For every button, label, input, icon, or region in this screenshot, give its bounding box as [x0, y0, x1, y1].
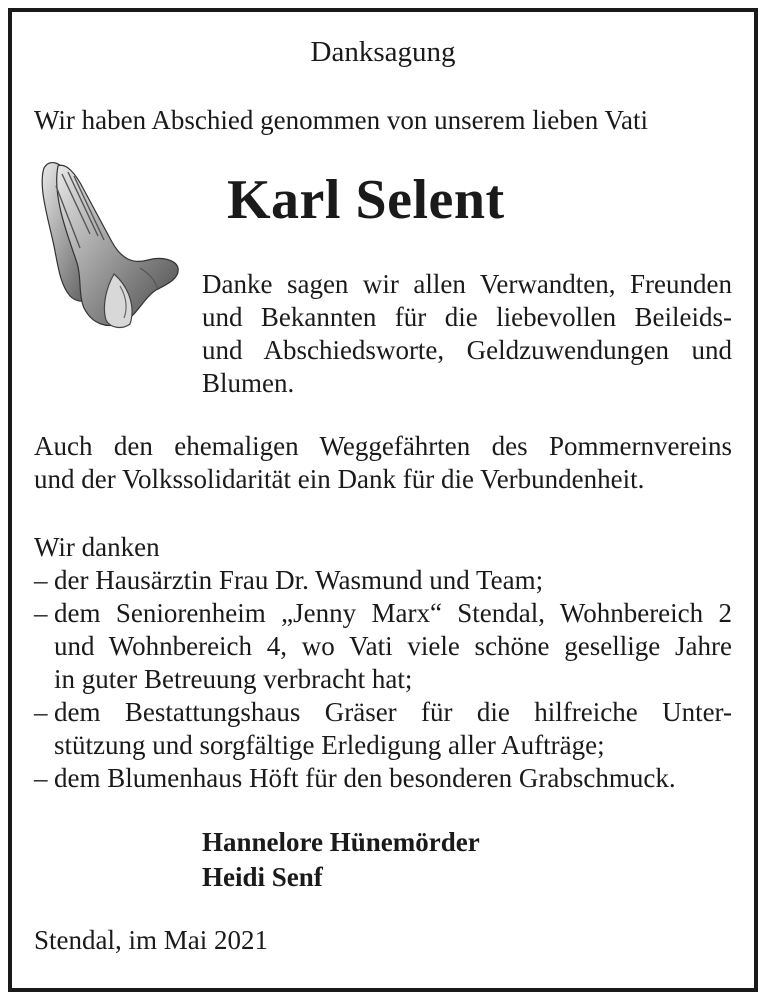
text-line: Blumen.: [202, 368, 295, 398]
list-item-text: in guter Betreuung verbracht hat;: [54, 664, 413, 694]
list-item-text: dem Bestattungshaus Gräser für die hilfreiche Unter-: [54, 697, 732, 727]
deceased-name: Karl Selent: [227, 169, 505, 231]
list-item-text: stützung und sorgfältige Erledigung aller Aufträge;: [54, 730, 605, 760]
text-line: Danke sagen wir allen Verwandten, Freunden: [202, 269, 732, 299]
notice-title: Danksagung: [310, 36, 456, 68]
text-line: Auch den ehemaligen Weggefährten des Pommernvereins: [34, 431, 732, 461]
signatory-name: Heidi Senf: [202, 862, 323, 892]
text-line: und der Volkssolidarität ein Dank für die Verbundenheit.: [34, 464, 645, 494]
list-item-text: dem Seniorenheim „Jenny Marx“ Stendal, Wohnbereich 2: [54, 598, 732, 628]
praying-hands-icon: [36, 156, 180, 332]
text-line: und Bekannten für die liebevollen Beileids-: [202, 302, 732, 332]
list-item-block: [54, 597, 732, 696]
list-item-text: und Wohnbereich 4, wo Vati viele schöne gesellige Jahre: [54, 631, 732, 661]
we-thank-heading: Wir danken: [34, 532, 160, 562]
thanks-paragraph: [202, 268, 732, 400]
list-item-block: [54, 696, 732, 762]
place-date: Stendal, im Mai 2021: [34, 925, 268, 955]
signatory-name: Hannelore Hünemörder: [202, 827, 480, 857]
dash-bullet: –: [34, 763, 48, 793]
dash-bullet: –: [34, 565, 48, 595]
list-item-text: dem Blumenhaus Höft für den besonderen Grabschmuck.: [54, 763, 676, 793]
list-item-text: der Hausärztin Frau Dr. Wasmund und Team;: [54, 565, 544, 595]
intro-line: Wir haben Abschied genommen von unserem lieben Vati: [34, 105, 649, 135]
dash-bullet: –: [34, 697, 48, 727]
dash-bullet: –: [34, 598, 48, 628]
text-line: und Abschiedsworte, Geldzuwendungen und: [202, 335, 732, 365]
associations-paragraph: [34, 430, 732, 496]
